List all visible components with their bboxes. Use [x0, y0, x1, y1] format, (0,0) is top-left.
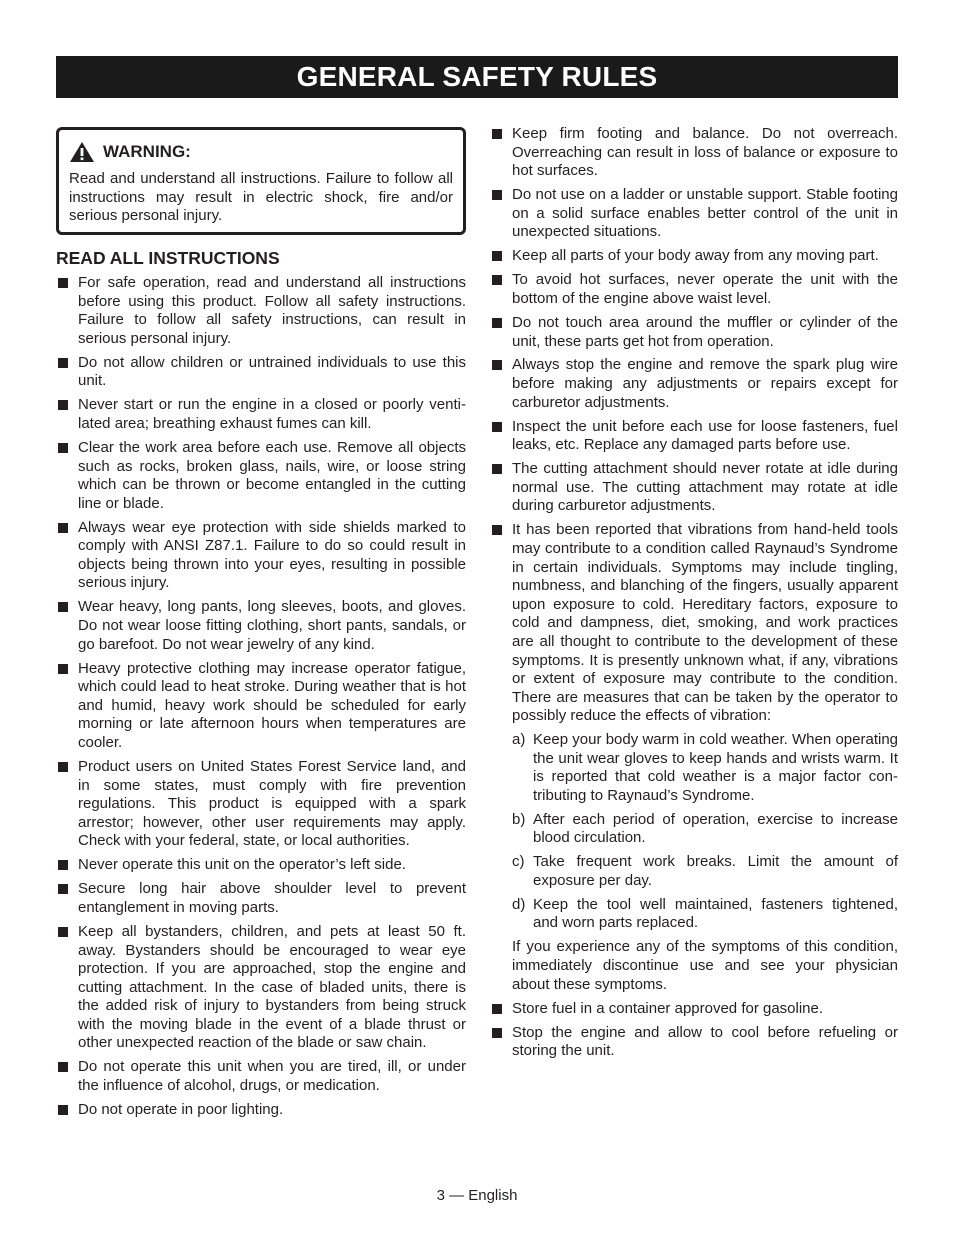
- sub-item-text: Keep your body warm in cold weather. When operating the unit wear gloves to keep hands and wrists warm. It is reported that cold weather is a major factor con-tributing to Raynaud’s Syndrome.: [533, 730, 898, 804]
- list-item: [490, 460, 898, 516]
- rule-text: Never operate this unit on the operator’s left side.: [78, 856, 406, 874]
- warning-label: WARNING:: [103, 142, 191, 161]
- bullet-square-icon: [492, 190, 502, 200]
- rule-text: Product users on United States Forest Service land, and in some states, must comply with fire prevention regulations. This product is equipped with a spark arrestor; however, other user requirements may apply. Check with your federal, state, or local authorities.: [78, 757, 466, 850]
- rule-text: Always wear eye protection with side shields marked to comply with ANSI Z87.1. Failure to do so could result in objects being thrown into your eyes, resulting in possible serious injury.: [78, 518, 466, 592]
- rule-text: Keep all bystanders, children, and pets at least 50 ft. away. Bystanders should be encouraged to wear eye protection. If you are approached, stop the engine and cutting attachment. In the case of bladed units, there is the added risk of injury to bystanders from being struck with the moving blade in the event of a blade thrust or other unexpected reaction of the blade or saw chain.: [78, 922, 466, 1052]
- bullet-square-icon: [492, 525, 502, 535]
- rule-text: Heavy protective clothing may increase operator fatigue, which could lead to heat stroke. During weather that is hot and humid, heavy work should be scheduled for early morning or late afternoon hours when temperatures are cooler.: [78, 659, 466, 751]
- rule-text: Clear the work area before each use. Remove all objects such as rocks, broken glass, nails, wire, or loose string which can be thrown or become entangled in the cutting line or blade.: [78, 438, 466, 512]
- list-item: [490, 186, 898, 242]
- list-item: [56, 519, 466, 593]
- rule-text: Keep all parts of your body away from any moving part.: [512, 247, 879, 265]
- bullet-square-icon: [58, 1105, 68, 1115]
- page-footer: 3 — English: [436, 1187, 518, 1204]
- bullet-square-icon: [58, 278, 68, 288]
- sub-item-text: Keep the tool well maintained, fasteners tightened, and worn parts replaced.: [533, 895, 898, 932]
- bullet-square-icon: [58, 523, 68, 533]
- list-item: [56, 856, 466, 875]
- sub-list-item: [512, 731, 898, 805]
- bullet-square-icon: [58, 400, 68, 410]
- bullet-square-icon: [492, 275, 502, 285]
- bullet-square-icon: [492, 422, 502, 432]
- list-item: [56, 660, 466, 753]
- warning-text: Read and understand all instructions. Failure to follow all instructions may result in electric shock, fire and/or serious personal injury.: [69, 170, 453, 225]
- rule-text: Do not operate this unit when you are tired, ill, or under the influence of alcohol, drugs, or medication.: [78, 1058, 466, 1095]
- bullet-square-icon: [492, 1004, 502, 1014]
- list-item: [490, 1024, 898, 1061]
- rule-text: Inspect the unit before each use for loose fasteners, fuel leaks, etc. Replace any damaged parts before use.: [512, 417, 898, 454]
- list-item: [490, 418, 898, 455]
- warning-header: [69, 140, 453, 164]
- list-item: [56, 923, 466, 1053]
- right-rules-list: [490, 125, 898, 1066]
- bullet-square-icon: [492, 464, 502, 474]
- left-rules-list: [56, 274, 466, 1125]
- list-item: [56, 439, 466, 513]
- sub-list-item: [512, 811, 898, 848]
- rule-text: Store fuel in a container approved for gasoline.: [512, 999, 824, 1017]
- list-item: [490, 247, 898, 266]
- rule-text: For safe operation, read and understand all instructions before using this product. Follow all safety instructions. Failure to follow all safety instructions, can result in serious personal injury.: [78, 274, 466, 347]
- bullet-square-icon: [58, 762, 68, 772]
- bullet-square-icon: [58, 1062, 68, 1072]
- bullet-square-icon: [58, 927, 68, 937]
- rule-text: Never start or run the engine in a closed or poorly venti-lated area; breathing exhaust fumes can kill.: [78, 396, 466, 432]
- sub-item-letter: b): [512, 810, 526, 828]
- rule-text: Keep firm footing and balance. Do not overreach. Overreaching can result in loss of balance or exposure to hot surfaces.: [512, 125, 898, 180]
- rule-text: Do not allow children or untrained individuals to use this unit.: [78, 353, 466, 390]
- sub-item-text: After each period of operation, exercise to increase blood circulation.: [533, 810, 898, 847]
- rule-text: Do not touch area around the muffler or cylinder of the unit, these parts get hot from operation.: [512, 313, 898, 350]
- rule-text: To avoid hot surfaces, never operate the unit with the bottom of the engine above waist level.: [512, 271, 898, 307]
- sub-item-text: Take frequent work breaks. Limit the amount of exposure per day.: [533, 853, 898, 889]
- rule-text: Always stop the engine and remove the spark plug wire before making any adjustments or repairs except for carburetor adjustments.: [512, 356, 898, 411]
- list-item: [56, 880, 466, 917]
- sub-item-letter: c): [512, 853, 525, 871]
- list-item: [56, 274, 466, 348]
- list-item: [490, 314, 898, 351]
- list-item: [56, 758, 466, 851]
- sub-item-letter: a): [512, 730, 526, 748]
- list-item: [56, 1058, 466, 1095]
- rule-text: Stop the engine and allow to cool before refueling or storing the unit.: [512, 1023, 898, 1060]
- sub-list-item: [512, 896, 898, 933]
- sub-list-item: [512, 853, 898, 890]
- bullet-square-icon: [492, 129, 502, 139]
- bullet-square-icon: [58, 602, 68, 612]
- bullet-square-icon: [58, 358, 68, 368]
- bullet-square-icon: [492, 360, 502, 370]
- bullet-square-icon: [492, 251, 502, 261]
- list-item: [490, 271, 898, 308]
- sub-item-letter: d): [512, 895, 526, 913]
- rule-text: The cutting attachment should never rotate at idle during normal use. The cutting attachment may rotate at idle during carburetor adjustments.: [512, 460, 898, 515]
- list-item-vibration: [490, 521, 898, 994]
- list-item: [490, 125, 898, 181]
- rule-text: Secure long hair above shoulder level to prevent entanglement in moving parts.: [78, 880, 466, 916]
- bullet-square-icon: [492, 1028, 502, 1038]
- rule-text: Wear heavy, long pants, long sleeves, boots, and gloves. Do not wear loose fitting clothing, short pants, sandals, or go barefoot. Do not wear jewelry of any kind.: [78, 598, 466, 653]
- vibration-note: If you experience any of the symptoms of this condition, immediately discontinue use and see your physician about these symptoms.: [512, 938, 898, 993]
- bullet-square-icon: [58, 860, 68, 870]
- bullet-square-icon: [58, 443, 68, 453]
- list-item: [490, 1000, 898, 1019]
- list-item: [56, 1101, 466, 1120]
- list-item: [56, 396, 466, 433]
- bullet-square-icon: [492, 318, 502, 328]
- rule-text: Do not operate in poor lighting.: [78, 1101, 284, 1119]
- list-item: [56, 354, 466, 391]
- page-title: GENERAL SAFETY RULES: [56, 56, 898, 98]
- rule-text: Do not use on a ladder or unstable support. Stable footing on a solid surface enables better control of the unit in unexpected situations.: [512, 186, 898, 241]
- warning-triangle-icon: [69, 141, 95, 163]
- vibration-measures-list: [512, 731, 898, 933]
- bullet-square-icon: [58, 884, 68, 894]
- vibration-text: It has been reported that vibrations from hand-held tools may contribute to a condition called Raynaud’s Syndrome in certain individuals. Symptoms may include tingling, numbness, and blanching of the fingers, usually apparent upon exposure to cold. Hereditary factors, exposure to cold and dampness, diet, smoking, and work practices are all thought to contribute to the development of these symptoms. It is presently unknown what, if any, vibrations or extent of exposure may contribute to the condition. There are measures that can be taken by the operator to possibly reduce the effects of vibration:: [512, 521, 898, 725]
- bullet-square-icon: [58, 664, 68, 674]
- warning-box: [56, 127, 466, 235]
- list-item: [490, 356, 898, 412]
- section-heading: READ ALL INSTRUCTIONS: [56, 248, 280, 268]
- list-item: [56, 598, 466, 654]
